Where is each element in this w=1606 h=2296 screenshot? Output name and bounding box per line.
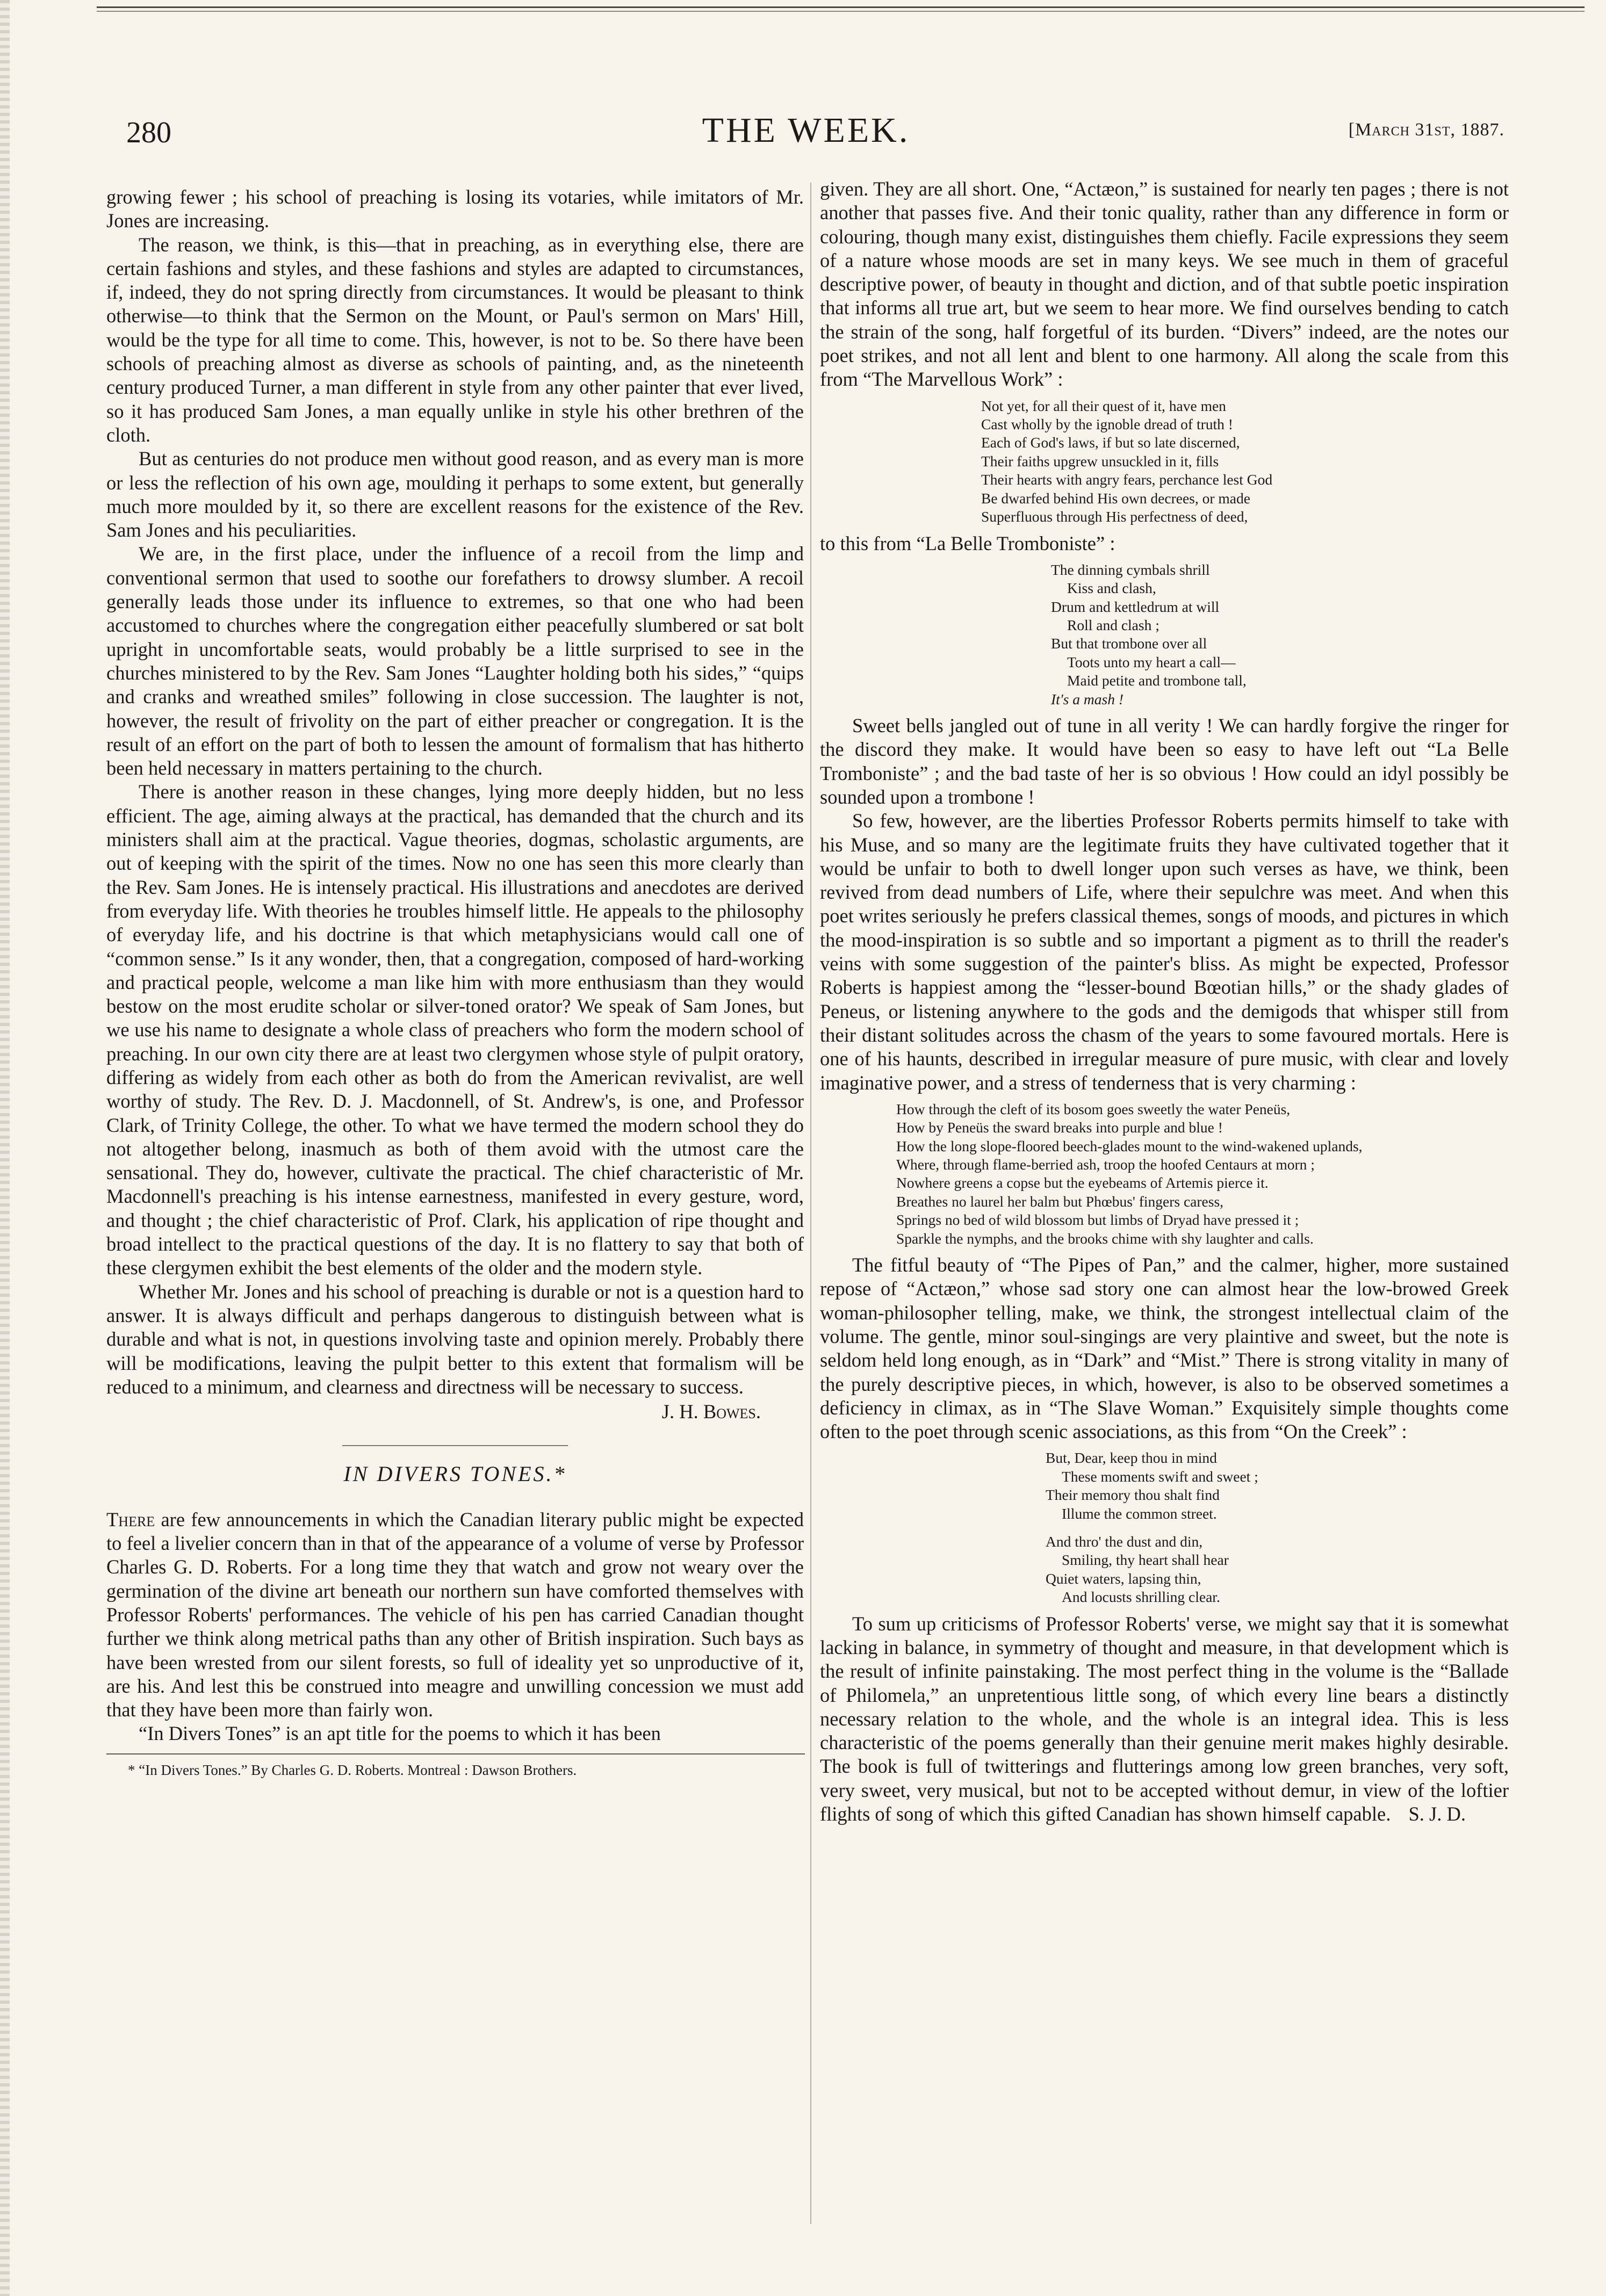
top-border-rule: [97, 6, 1585, 12]
poem-line: Breathes no laurel her balm but Phœbus' fingers caress,: [896, 1193, 1224, 1210]
poem-line: Drum and kettledrum at will: [1051, 598, 1220, 615]
poem-line: Their hearts with angry fears, perchance lest God: [981, 471, 1273, 488]
poem-line: How by Peneüs the sward breaks into purple and blue !: [896, 1119, 1223, 1136]
poem-line: How through the cleft of its bosom goes sweetly the water Peneüs,: [896, 1100, 1291, 1117]
review-signature: S. J. D.: [1408, 1803, 1466, 1825]
poem-line: Toots unto my heart a call—: [1067, 653, 1236, 670]
poem-line: Not yet, for all their quest of it, have men: [981, 397, 1226, 414]
section-divider: [342, 1445, 568, 1446]
review-paragraph: Sweet bells jangled out of tune in all verity ! We can hardly forgive the ringer for the discord they make. It would have been so easy to have left out “La Belle Tromboniste” ; and the bad taste of her is so obvious ! How could an idyl possibly be sounded upon a trombone !: [820, 714, 1509, 808]
issue-date: [March 31st, 1887.: [1348, 120, 1504, 140]
poem-line: Illume the common street.: [1062, 1505, 1217, 1522]
review-paragraph: The fitful beauty of “The Pipes of Pan,” and the calmer, higher, more sustained repose of “Actæon,” whose sad story one can almost hear the low-browed Greek woman-philosopher telling, make, we think, the strongest intellectual claim of the volume. The gentle, minor soul-singings are very plaintive and sweet, but the note is seldom held long enough, as in “Dark” and “Mist.” There is strong vitality in many of the purely descriptive pieces, in which, however, is also to be observed sometimes a deficiency in climax, as in “The Slave Woman.” Exquisitely simple thoughts come often to the poet through scenic associations, as this from “On the Creek” :: [820, 1254, 1509, 1443]
review-paragraph: To sum up criticisms of Professor Roberts' verse, we might say that it is somewhat lacking in balance, in symmetry of thought and measure, in that development which is the result of infinite painstaking. The most perfect thing in the volume is the “Ballade of Philomela,” an unpretentious little song, of which every line bears a distinctly necessary relation to the whole, and the whole is an integral idea. This is less characteristic of the poems generally than their genuine merit makes highly desirable. The book is full of twitterings and flutterings among low green branches, very soft, very sweet, very musical, but not to be accepted without demur, in view of the loftier flights of song of which this gifted Canadian has shown himself capable.: [820, 1612, 1509, 1825]
poem-line: Maid petite and trombone tall,: [1067, 672, 1247, 689]
review-paragraph: So few, however, are the liberties Professor Roberts permits himself to take with his Muse, and so many are the legitimate fruits they have cultivated together that it would be unfair to both to dwell longer upon such verses as have, we think, been revived from dead numbers of Life, where their sepulchre was meet. And when this poet writes seriously he prefers classical themes, songs of moods, and pictures in which the mood-inspiration is so subtle and so important a pigment as to thrill the reader's veins with some suggestion of the painter's bliss. As might be expected, Professor Roberts is happiest among the “lesser-bound Bœotian hills,” or the shady glades of Peneus, or listening anywhere to the gods and the demigods that whisper still from their distant solitudes across the chasm of the years to some favoured mortals. Here is one of his haunts, described in irregular measure of pure music, with clear and lovely imaginative power, and a stress of tenderness that is very charming :: [820, 810, 1509, 1094]
poem-line: Their faiths upgrew unsuckled in it, fills: [981, 452, 1219, 470]
footnote: * “In Divers Tones.” By Charles G. D. Roberts. Montreal : Dawson Brothers.: [128, 1761, 577, 1778]
footnote-rule: [106, 1753, 805, 1755]
poem-line: And thro' the dust and din,: [1046, 1533, 1203, 1550]
poem-line: The dinning cymbals shrill: [1051, 561, 1210, 578]
review-paragraph: given. They are all short. One, “Actæon,” is sustained for nearly ten pages ; there is not another that passes five. And their tonic quality, rather than any difference in form or colouring, though many exist, distinguishes them chiefly. Facile expressions they seem of a nature whose moods are set in many keys. We see much in them of graceful descriptive power, of beauty in thought and diction, and of that subtle poetic inspiration that informs all true art, but we seem to hear more. We find ourselves bending to catch the strain of the song, half forgetful of its burden. “Divers” indeed, are the notes our poet strikes, and not all lent and blent to one harmony. All along the scale from this from “The Marvellous Work” :: [820, 178, 1509, 391]
poem-line: Be dwarfed behind His own decrees, or made: [981, 489, 1250, 507]
stanza-gap: [1046, 1523, 1509, 1533]
journal-title: THE WEEK.: [702, 111, 910, 150]
review-paragraph: “In Divers Tones” is an apt title for the poems to which it has been: [139, 1722, 661, 1745]
left-column: [106, 185, 804, 2243]
poem-excerpt-la-belle-tromboniste: [1051, 561, 1509, 709]
review-transition: to this from “La Belle Tromboniste” :: [820, 532, 1115, 554]
poem-line: Smiling, thy heart shall hear: [1062, 1551, 1229, 1569]
poem-line: Each of God's laws, if but so late discerned,: [981, 434, 1240, 451]
poem-line: Nowhere greens a copse but the eyebeams of Artemis pierce it.: [896, 1174, 1269, 1192]
poem-line: Kiss and clash,: [1067, 580, 1156, 597]
page-binding-edge: [0, 0, 10, 2296]
poem-line: But that trombone over all: [1051, 635, 1207, 652]
essay-signature: J. H. Bowes.: [661, 1400, 761, 1423]
review-paragraph-text: are few announcements in which the Canadian literary public might be expected to feel a livelier concern than in that of the appearance of a volume of verse by Professor Charles G. D. Roberts. For a long time they that watch and grow not weary over the germination of the divine art beneath our northern sun have comforted themselves with Professor Roberts' performances. The vehicle of his pen has carried Canadian thought further we think along metrical paths than any other of British inspiration. Such bays as have been wrested from our silent forests, so full of ideality yet so unproductive of it, are his. And lest this be construed into meagre and unwilling concession we must add that they have been more than fairly won.: [106, 1508, 804, 1721]
poem-excerpt-pipes-of-pan: [896, 1100, 1509, 1248]
essay-paragraph: We are, in the first place, under the influence of a recoil from the limp and conventional sermon that used to soothe our forefathers to drowsy slumber. A recoil generally leads those under its influence to extremes, so that one who had been accustomed to churches where the congregation either peacefully slumbered or sat bolt upright in uncomfortable seats, would probably be a little surprised to see in the churches ministered to by the Rev. Sam Jones “Laughter holding both his sides,” “quips and cranks and wreathed smiles” following in close succession. The laughter is not, however, the result of frivolity on the part of either preacher or congregation. It is the result of an effort on the part of both to lessen the amount of formalism that has hitherto been held necessary in matters pertaining to the church.: [106, 543, 804, 779]
poem-line: How the long slope-floored beech-glades mount to the wind-wakened uplands,: [896, 1137, 1363, 1154]
poem-line: Superfluous through His perfectness of deed,: [981, 508, 1248, 525]
review-paragraph: [106, 1508, 804, 1722]
poem-excerpt-marvellous-work: [981, 397, 1509, 526]
poem-line: Cast wholly by the ignoble dread of truth !: [981, 416, 1233, 433]
poem-line: Springs no bed of wild blossom but limbs of Dryad have pressed it ;: [896, 1211, 1299, 1229]
essay-paragraph: growing fewer ; his school of preaching is losing its votaries, while imitators of Mr. Jones are increasing.: [106, 186, 804, 232]
essay-paragraph: Whether Mr. Jones and his school of preaching is durable or not is a question hard to answer. It is always difficult and perhaps dangerous to distinguish between what is durable and what is not, in questions involving taste and opinion merely. Probably there will be modifications, leaving the pulpit better to this extent that formalism will be reduced to a minimum, and clearness and directness will be necessary to success.: [106, 1280, 804, 1398]
poem-line: And locusts shrilling clear.: [1062, 1589, 1220, 1606]
review-opening-word: There: [106, 1508, 155, 1530]
poem-line: Where, through flame-berried ash, troop the hoofed Centaurs at morn ;: [896, 1156, 1315, 1173]
essay-paragraph: The reason, we think, is this—that in preaching, as in everything else, there are certain fashions and styles, and these fashions and styles are adapted to circumstances, if, indeed, they do not spring directly from circumstances. It would be pleasant to think otherwise—to think that the Sermon on the Mount, or Paul's sermon on Mars' Hill, would be the type for all time to come. This, however, is not to be. So there have been schools of preaching almost as diverse as schools of painting, and, as the nineteenth century produced Turner, a man different in style from any other painter that ever lived, so it has produced Sam Jones, a man equally unlike in style his other brethren of the cloth.: [106, 233, 804, 446]
essay-paragraph: There is another reason in these changes, lying more deeply hidden, but no less efficient. The age, aiming always at the practical, has demanded that the church and its ministers shall aim at the practical. Vague theories, dogmas, scholastic arguments, are out of keeping with the spirit of the times. Now no one has seen this more clearly than the Rev. Sam Jones. He is intensely practical. His illustrations and anecdotes are derived from everyday life. With theories he troubles himself little. He appeals to the philosophy of everyday life, and his doctrine is that which metaphysicians would call one of “common sense.” Is it any wonder, then, that a congregation, composed of hard-working and practical people, welcome a man like him with more enthusiasm than they would bestow on the most erudite scholar or silver-toned orator? We speak of Sam Jones, but we use his name to designate a whole class of preachers who form the modern school of preaching. In our own city there are at least two clergymen whose style of pulpit oratory, differing as widely from each other as both do from the American revivalist, are well worthy of study. The Rev. D. J. Macdonnell, of St. Andrew's, is one, and Professor Clark, of Trinity College, the other. To what we have termed the modern school they do not altogether belong, inasmuch as both of them avoid with the utmost care the sensational. They do, however, cultivate the practical. The chief characteristic of Mr. Macdonnell's preaching is his intense earnestness, manifested in every gesture, word, and thought ; the chief characteristic of Prof. Clark, his application of ripe thought and broad intellect to the practical questions of the day. It is no flattery to say that both of these clergymen exhibit the best elements of the older and the modern style.: [106, 781, 804, 1279]
page-header: [107, 110, 1504, 164]
poem-excerpt-on-the-creek: [1046, 1449, 1509, 1606]
poem-line: Their memory thou shalt find: [1046, 1486, 1220, 1504]
poem-line: But, Dear, keep thou in mind: [1046, 1449, 1217, 1467]
poem-line: Sparkle the nymphs, and the brooks chime with shy laughter and calls.: [896, 1230, 1314, 1247]
essay-paragraph: But as centuries do not produce men without good reason, and as every man is more or less the reflection of his own age, moulding it perhaps to some extent, but generally much more moulded by it, so there are excellent reasons for the existence of the Rev. Sam Jones and his peculiarities.: [106, 447, 804, 541]
page-number: 280: [126, 116, 171, 149]
poem-line: Roll and clash ;: [1067, 617, 1160, 634]
column-divider: [810, 183, 811, 2224]
right-column: [820, 177, 1509, 2235]
poem-line: It's a mash !: [1051, 690, 1124, 707]
review-title: IN DIVERS TONES.*: [343, 1462, 567, 1486]
poem-line: These moments swift and sweet ;: [1062, 1468, 1258, 1485]
poem-line: Quiet waters, lapsing thin,: [1046, 1570, 1201, 1587]
